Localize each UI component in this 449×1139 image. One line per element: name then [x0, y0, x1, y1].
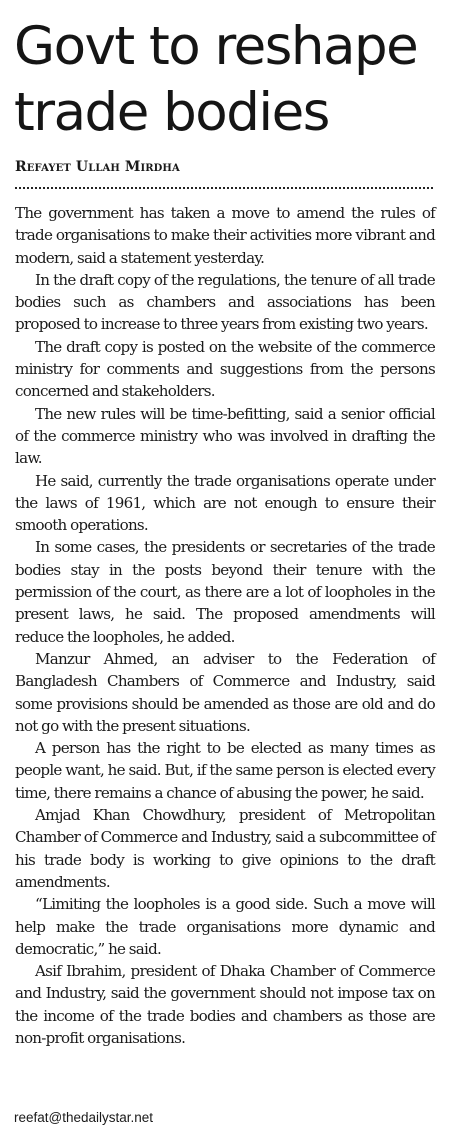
- paragraph: The new rules will be time-befitting, said a senior official of the commerce ministry who was involved in drafting the law.: [15, 404, 435, 468]
- paragraph: Manzur Ahmed, an adviser to the Federation of Bangladesh Chambers of Commerce and Industry, said some provisions should be amended as those are old and do not go with the present situations.: [15, 649, 435, 735]
- paragraph: In some cases, the presidents or secretaries of the trade bodies stay in the posts beyond their tenure with the permission of the court, as there are a lot of loopholes in the present laws, he said. The proposed amendments will reduce the loopholes, he added.: [15, 538, 435, 646]
- headline: Govt to reshape trade bodies: [14, 16, 418, 143]
- paragraph: In the draft copy of the regulations, the tenure of all trade bodies such as chambers and associations has been proposed to increase to three years from existing two years.: [15, 270, 435, 334]
- paragraph: The draft copy is posted on the website of the commerce ministry for comments and suggestions from the persons concerned and stakeholders.: [15, 337, 435, 401]
- paragraph: Amjad Khan Chowdhury, president of Metropolitan Chamber of Commerce and Industry, said a subcommittee of his trade body is working to give opinions to the draft amendments.: [15, 806, 435, 891]
- paragraph: “Limiting the loopholes is a good side. Such a move will help make the trade organisations more dynamic and democratic,” he said.: [15, 895, 435, 958]
- author-email: reefat@thedailystar.net: [14, 1110, 154, 1125]
- byline: Refayet Ullah Mirdha: [15, 159, 180, 175]
- paragraph: The government has taken a move to amend the rules of trade organisations to make their activities more vibrant and modern, said a statement yesterday.: [15, 204, 435, 267]
- paragraph: A person has the right to be elected as many times as people want, he said. But, if the same person is elected every time, there remains a chance of abusing the power, he said.: [15, 739, 435, 802]
- paragraph: He said, currently the trade organisations operate under the laws of 1961, which are not enough to ensure their smooth operations.: [15, 471, 435, 535]
- dotted-divider: [15, 187, 433, 189]
- paragraph: Asif Ibrahim, president of Dhaka Chamber of Commerce and Industry, said the government should not impose tax on the income of the trade bodies and chambers as those are non-profit organisations.: [15, 962, 435, 1047]
- article-body: [15, 202, 435, 1049]
